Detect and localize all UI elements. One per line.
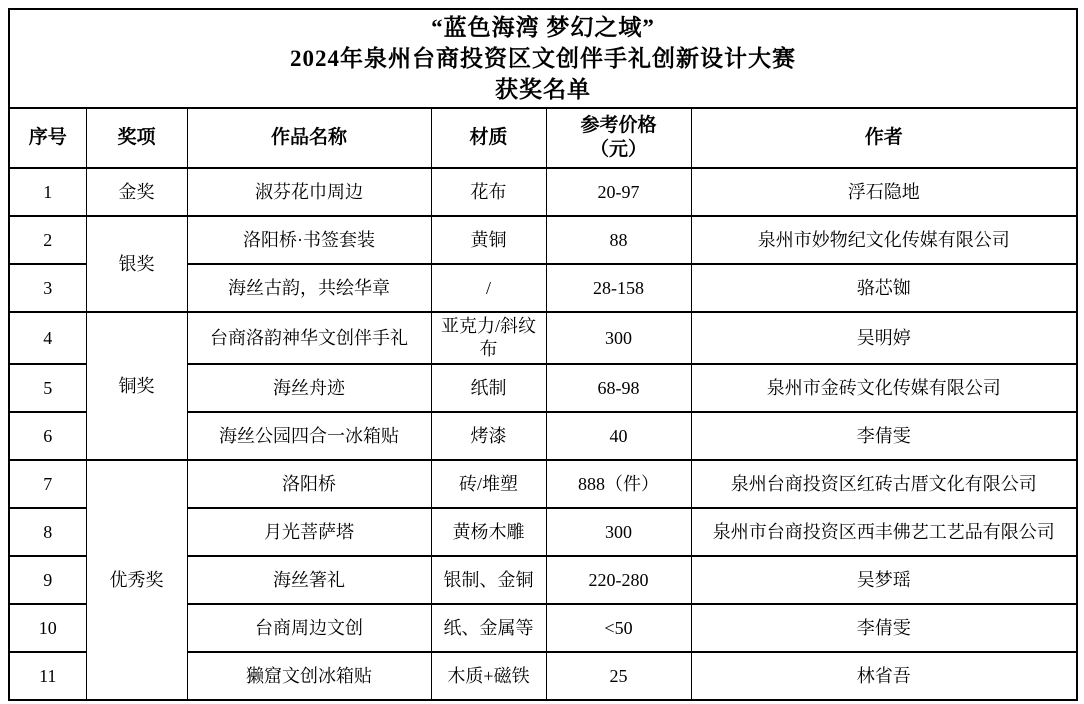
cell-no: 4 — [9, 312, 86, 364]
cell-price: 220-280 — [546, 556, 691, 604]
cell-material: 黄杨木雕 — [431, 508, 546, 556]
header-material: 材质 — [431, 108, 546, 168]
cell-work: 獭窟文创冰箱贴 — [187, 652, 431, 700]
header-row — [9, 108, 1077, 168]
header-author: 作者 — [691, 108, 1077, 168]
cell-material: 亚克力/斜纹布 — [431, 312, 546, 364]
award-table-body — [9, 168, 1077, 700]
cell-material: 烤漆 — [431, 412, 546, 460]
cell-no: 8 — [9, 508, 86, 556]
cell-author: 泉州市妙物纪文化传媒有限公司 — [691, 216, 1077, 264]
cell-price: 300 — [546, 508, 691, 556]
cell-no: 9 — [9, 556, 86, 604]
cell-author: 浮石隐地 — [691, 168, 1077, 216]
cell-price: 300 — [546, 312, 691, 364]
cell-work: 洛阳桥 — [187, 460, 431, 508]
cell-material: 银制、金铜 — [431, 556, 546, 604]
cell-material: 纸制 — [431, 364, 546, 412]
cell-work: 淑芬花巾周边 — [187, 168, 431, 216]
cell-author: 李倩雯 — [691, 412, 1077, 460]
cell-material: 纸、金属等 — [431, 604, 546, 652]
cell-author: 泉州市台商投资区西丰佛艺工艺品有限公司 — [691, 508, 1077, 556]
cell-no: 6 — [9, 412, 86, 460]
cell-work: 海丝舟迹 — [187, 364, 431, 412]
cell-material: 黄铜 — [431, 216, 546, 264]
header-award: 奖项 — [86, 108, 187, 168]
cell-material: 花布 — [431, 168, 546, 216]
cell-no: 11 — [9, 652, 86, 700]
cell-material: 木质+磁铁 — [431, 652, 546, 700]
cell-work: 台商周边文创 — [187, 604, 431, 652]
cell-price: 88 — [546, 216, 691, 264]
cell-work: 洛阳桥·书签套装 — [187, 216, 431, 264]
cell-author: 泉州市金砖文化传媒有限公司 — [691, 364, 1077, 412]
cell-work: 海丝箸礼 — [187, 556, 431, 604]
cell-award: 优秀奖 — [86, 460, 187, 700]
cell-award: 银奖 — [86, 216, 187, 312]
header-price — [546, 108, 691, 168]
cell-author: 李倩雯 — [691, 604, 1077, 652]
cell-author: 吴明婷 — [691, 312, 1077, 364]
title-line-2: 2024年泉州台商投资区文创伴手礼创新设计大赛 — [290, 46, 796, 71]
cell-no: 1 — [9, 168, 86, 216]
cell-no: 5 — [9, 364, 86, 412]
cell-work: 海丝公园四合一冰箱贴 — [187, 412, 431, 460]
table-row — [9, 168, 1077, 216]
cell-price: 888（件） — [546, 460, 691, 508]
cell-work: 海丝古韵，共绘华章 — [187, 264, 431, 312]
table-row — [9, 460, 1077, 508]
title-row — [9, 9, 1077, 108]
cell-price: 68-98 — [546, 364, 691, 412]
cell-award: 金奖 — [86, 168, 187, 216]
cell-material: 砖/堆塑 — [431, 460, 546, 508]
cell-author: 林省吾 — [691, 652, 1077, 700]
cell-price: 25 — [546, 652, 691, 700]
cell-author: 泉州台商投资区红砖古厝文化有限公司 — [691, 460, 1077, 508]
cell-price: 28-158 — [546, 264, 691, 312]
cell-material: / — [431, 264, 546, 312]
cell-author: 吴梦瑶 — [691, 556, 1077, 604]
cell-work: 台商洛韵神华文创伴手礼 — [187, 312, 431, 364]
cell-award: 铜奖 — [86, 312, 187, 460]
cell-price: <50 — [546, 604, 691, 652]
cell-no: 10 — [9, 604, 86, 652]
cell-price: 20-97 — [546, 168, 691, 216]
title-line-1: “蓝色海湾 梦幻之域” — [431, 15, 655, 40]
header-price-label: 参考价格（元） — [580, 115, 657, 160]
cell-work: 月光菩萨塔 — [187, 508, 431, 556]
table-row — [9, 312, 1077, 364]
award-table — [8, 8, 1078, 701]
cell-price: 40 — [546, 412, 691, 460]
cell-no: 2 — [9, 216, 86, 264]
cell-no: 7 — [9, 460, 86, 508]
cell-no: 3 — [9, 264, 86, 312]
header-no: 序号 — [9, 108, 86, 168]
header-work: 作品名称 — [187, 108, 431, 168]
table-row — [9, 216, 1077, 264]
title-line-3: 获奖名单 — [495, 77, 591, 102]
cell-author: 骆芯铷 — [691, 264, 1077, 312]
document-title — [9, 9, 1077, 108]
